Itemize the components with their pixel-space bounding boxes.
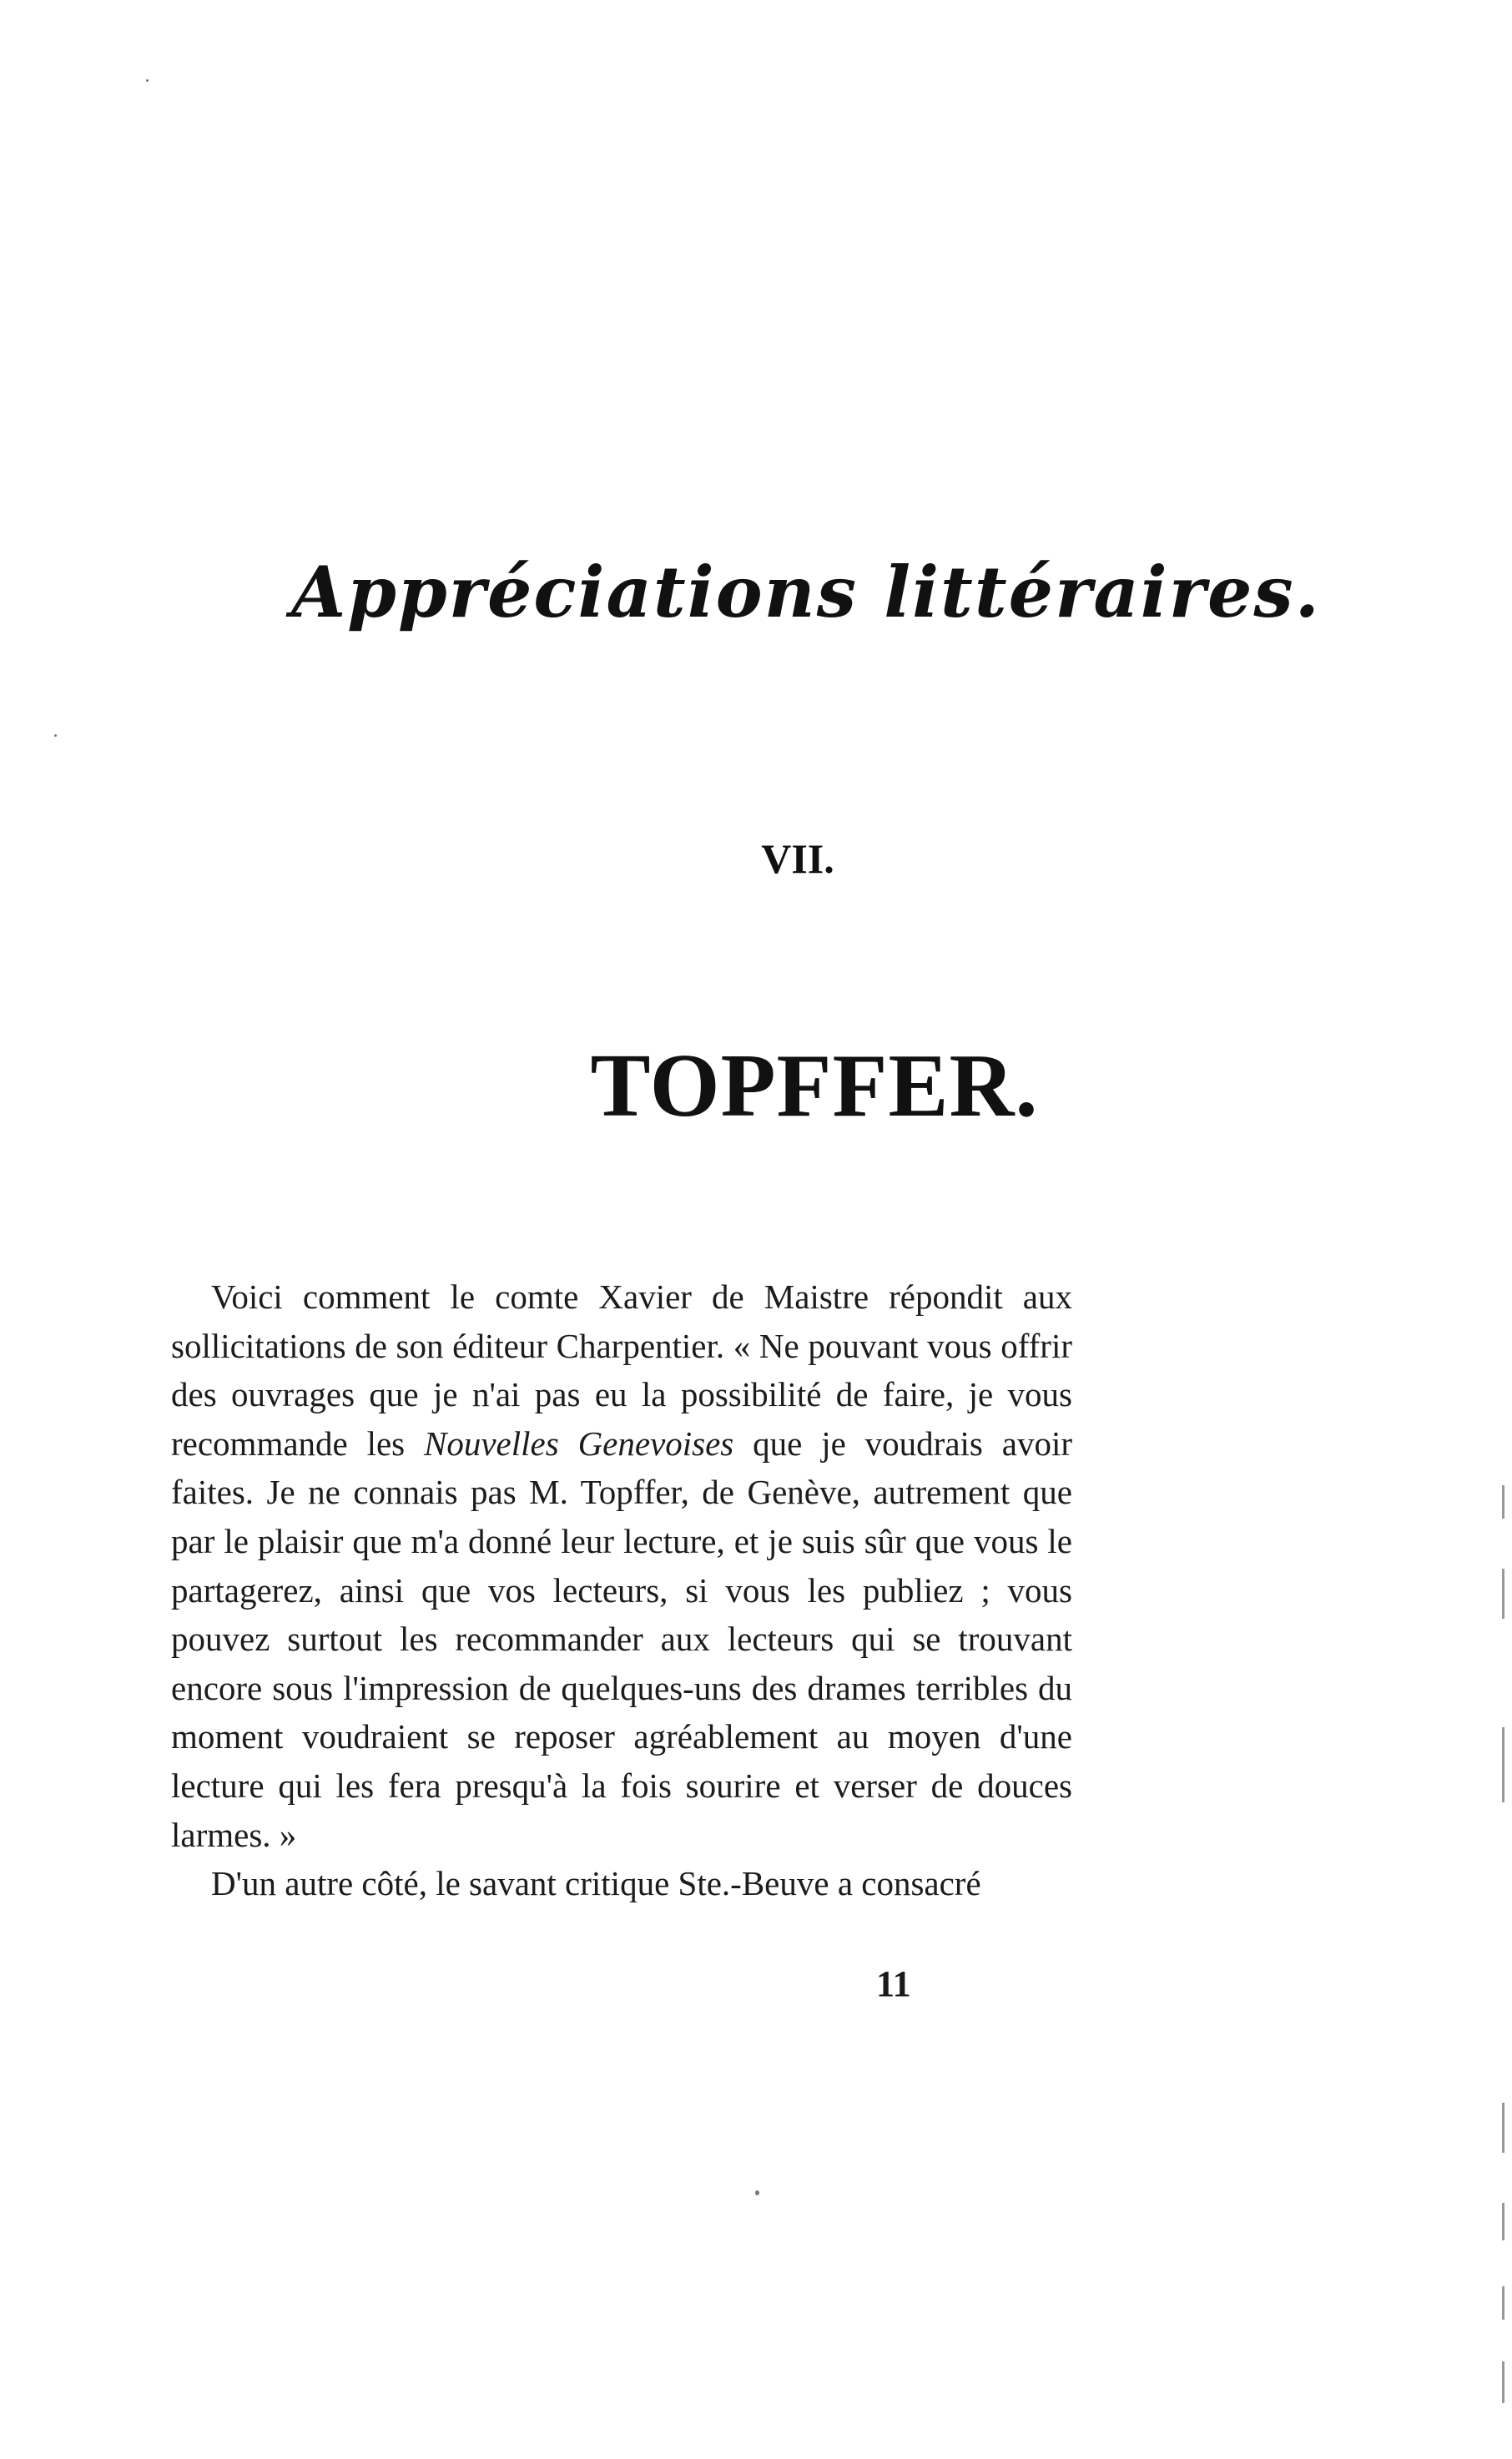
scan-edge-line bbox=[1502, 2361, 1504, 2403]
scan-edge-line bbox=[1502, 1485, 1504, 1519]
scan-speck bbox=[54, 734, 57, 737]
scan-edge-line bbox=[1502, 2203, 1504, 2240]
signature-mark: 11 bbox=[876, 1963, 911, 2004]
body-text bbox=[171, 1272, 1072, 1908]
paragraph-1-text-start: Voici comment le comte Xavier de Maistre répondit aux sollicitations de son éditeur Charpentier. « Ne pouvant vous offrir des ouvrages que je n'ai pas eu la possibilité de faire, je vous recommande les bbox=[171, 1277, 1072, 1463]
paragraph-2 bbox=[171, 1859, 1072, 1908]
section-header: Appréciations littéraires. bbox=[291, 551, 1321, 633]
paragraph-1 bbox=[171, 1272, 1072, 1859]
scan-edge-line bbox=[1502, 2286, 1504, 2320]
scan-edge-line bbox=[1502, 1569, 1504, 1619]
book-title-italic: Nouvelles Genevoises bbox=[424, 1423, 734, 1463]
chapter-number: VII. bbox=[761, 835, 834, 882]
scan-edge-line bbox=[1502, 1727, 1504, 1802]
paragraph-2-text: D'un autre côté, le savant critique Ste.-Beuve a consacré bbox=[211, 1864, 981, 1903]
paragraph-1-text-end: que je voudrais avoir faites. Je ne connais pas M. Topffer, de Genève, autrement que par le plaisir que m'a donné leur lecture, et je suis sûr que vous le partagerez, ainsi que vos lecteurs, si vous les publiez ; vous pouvez surtout les recommander aux lecteurs qui se trouvant encore sous l'impression de quelques-uns des drames terribles du moment voudraient se reposer agréablement au moyen d'une lecture qui les fera presqu'à la fois sourire et verser de douces larmes. » bbox=[171, 1423, 1072, 1854]
chapter-title: TOPFFER. bbox=[590, 1036, 1039, 1136]
scan-edge-line bbox=[1502, 2103, 1504, 2153]
scan-speck bbox=[755, 2190, 759, 2195]
scan-speck bbox=[146, 79, 149, 82]
